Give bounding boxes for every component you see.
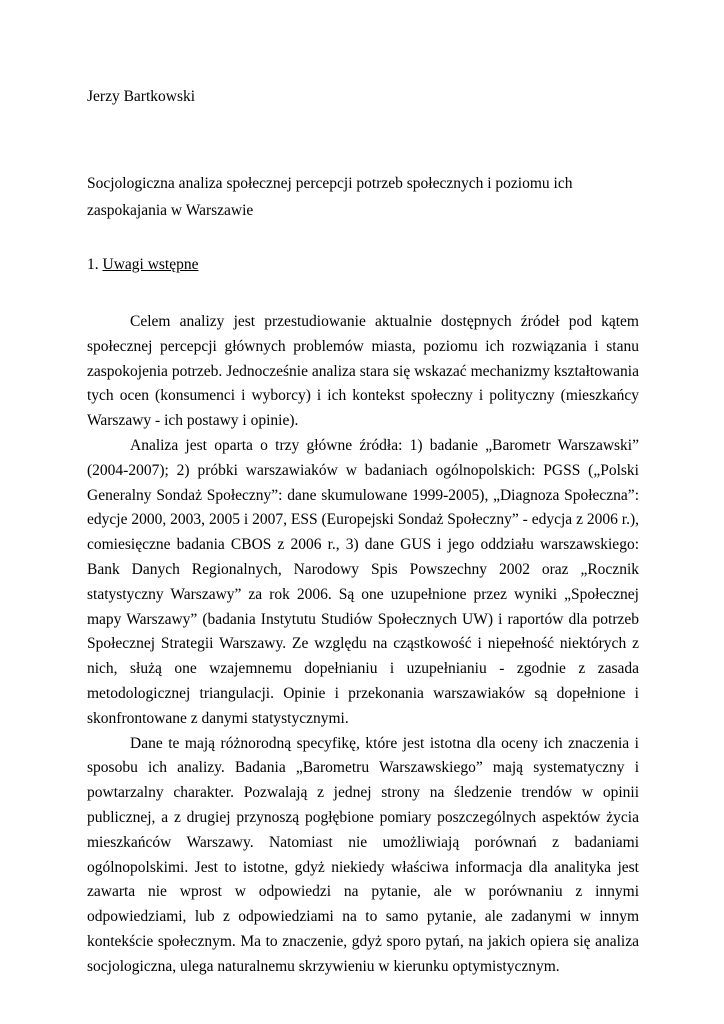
document-title: Socjologiczna analiza społecznej percepcji potrzeb społecznych i poziomu ich zaspokajania w Warszawie bbox=[87, 175, 573, 219]
section-title: Uwagi wstępne bbox=[102, 256, 199, 273]
document-body bbox=[87, 310, 639, 980]
author-name: Jerzy Bartkowski bbox=[87, 88, 196, 105]
section-heading bbox=[87, 253, 199, 277]
paragraph-3: Dane te mają różnorodną specyfikę, które jest istotna dla oceny ich znaczenia i sposobu ich analizy. Badania „Barometru Warszawskiego” mają systematyczny i powtarzalny charakter. Pozwalają z jednej strony na śledzenie trendów w opinii publicznej, a z drugiej przynoszą pogłębione pomiary poszczególnych aspektów życia mieszkańców Warszawy. Natomiast nie umożliwiają porównań z badaniami ogólnopolskimi. Jest to istotne, gdyż niekiedy właściwa informacja dla analityka jest zawarta nie wprost w odpowiedzi na pytanie, ale w porównaniu z innymi odpowiedziami, lub z odpowiedziami na to samo pytanie, ale zadanymi w innym kontekście społecznym. Ma to znaczenie, gdyż sporo pytań, na jakich opiera się analiza socjologiczna, ulega naturalnemu skrzywieniu w kierunku optymistycznym. bbox=[87, 734, 639, 975]
paragraph-2: Analiza jest oparta o trzy główne źródła: 1) badanie „Barometr Warszawski” (2004-2007); 2) próbki warszawiaków w badaniach ogólnopolskich: PGSS („Polski Generalny Sondaż Społeczny”: dane skumulowane 1999-2005), „Diagnoza Społeczna”: edycje 2000, 2003, 2005 i 2007, ESS (Europejski Sondaż Społeczny” - edycja z 2006 r.), comiesięczne badania CBOS z 2006 r., 3) dane GUS i jego oddziału warszawskiego: Bank Danych Regionalnych, Narodowy Spis Powszechny 2002 oraz „Rocznik statystyczny Warszawy” za rok 2006. Są one uzupełnione przez wyniki „Społecznej mapy Warszawy” (badania Instytutu Studiów Społecznych UW) i raportów dla potrzeb Społecznej Strategii Warszawy. Ze względu na cząstkowość i niepełność niektórych z nich, służą one wzajemnemu dopełnianiu i uzupełnianiu - zgodnie z zasada metodologicznej triangulacji. Opinie i przekonania warszawiaków są dopełnione i skonfrontowane z danymi statystycznymi. bbox=[87, 436, 639, 727]
paragraph-1: Celem analizy jest przestudiowanie aktualnie dostępnych źródeł pod kątem społecznej percepcji głównych problemów miasta, poziomu ich rozwiązania i stanu zaspokojenia potrzeb. Jednocześnie analiza stara się wskazać mechanizmy kształtowania tych ocen (konsumenci i wyborcy) i ich kontekst społeczny i polityczny (mieszkańcy Warszawy - ich postawy i opinie). bbox=[87, 313, 639, 430]
section-number: 1. bbox=[87, 256, 99, 273]
